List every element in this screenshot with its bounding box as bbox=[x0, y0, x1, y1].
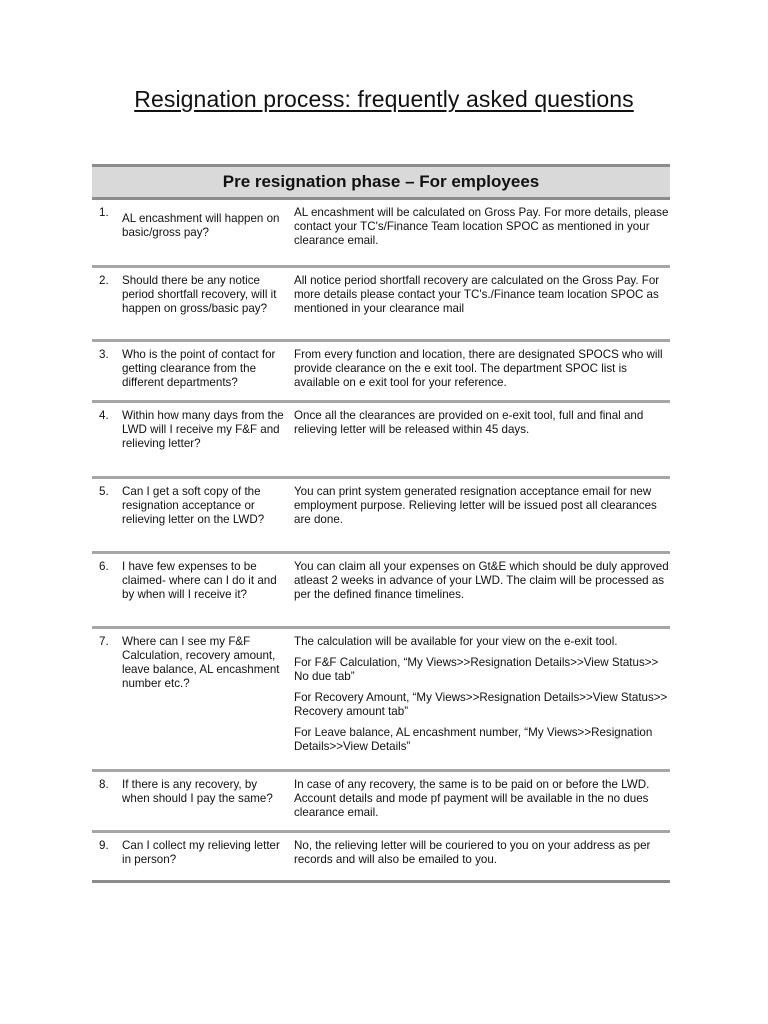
faq-number: 3. bbox=[99, 348, 109, 361]
faq-answer bbox=[294, 348, 670, 400]
faq-row-8 bbox=[92, 772, 670, 833]
faq-row-1 bbox=[92, 200, 670, 268]
faq-question: Within how many days from the LWD will I receive my F&F and relieving letter? bbox=[122, 409, 284, 450]
faq-table bbox=[92, 164, 670, 883]
faq-number: 9. bbox=[99, 839, 109, 852]
faq-number: 4. bbox=[99, 409, 109, 422]
faq-number: 7. bbox=[99, 635, 109, 648]
faq-answer-line: You can print system generated resignation acceptance email for new employment purpose. Relieving letter will be issued post all clearances are done. bbox=[294, 485, 657, 526]
faq-number: 8. bbox=[99, 778, 109, 791]
faq-answer-line: AL encashment will be calculated on Gross Pay. For more details, please contact your TC's/Finance Team location SPOC as mentioned in your clearance email. bbox=[294, 206, 669, 247]
faq-answer bbox=[294, 274, 670, 339]
faq-question: Should there be any notice period shortfall recovery, will it happen on gross/basic pay? bbox=[122, 274, 277, 315]
faq-question: I have few expenses to be claimed- where can I do it and by when will I receive it? bbox=[122, 560, 277, 601]
faq-answer bbox=[294, 635, 670, 769]
faq-answer bbox=[294, 560, 670, 626]
faq-row-7 bbox=[92, 629, 670, 772]
faq-question: Where can I see my F&F Calculation, recovery amount, leave balance, AL encashment number etc.? bbox=[122, 635, 280, 690]
faq-answer-line: Once all the clearances are provided on e-exit tool, full and final and relieving letter will be released within 45 days. bbox=[294, 409, 644, 436]
faq-number: 6. bbox=[99, 560, 109, 573]
faq-number: 1. bbox=[99, 206, 109, 219]
faq-answer bbox=[294, 778, 670, 830]
faq-answer-line: All notice period shortfall recovery are calculated on the Gross Pay. For more details please contact your TC's./Finance team location SPOC as mentioned in your clearance mail bbox=[294, 274, 660, 315]
faq-answer bbox=[294, 206, 670, 265]
faq-answer-line: For Leave balance, AL encashment number, “My Views>>Resignation Details>>View Details” bbox=[294, 726, 653, 753]
faq-row-6 bbox=[92, 554, 670, 629]
faq-row-9 bbox=[92, 833, 670, 883]
faq-answer-line: The calculation will be available for your view on the e-exit tool. bbox=[294, 635, 618, 648]
faq-answer bbox=[294, 839, 670, 880]
faq-row-5 bbox=[92, 479, 670, 554]
faq-number: 2. bbox=[99, 274, 109, 287]
faq-question: If there is any recovery, by when should I pay the same? bbox=[122, 778, 273, 805]
section-header: Pre resignation phase – For employees bbox=[92, 164, 670, 200]
faq-row-3 bbox=[92, 342, 670, 403]
faq-number: 5. bbox=[99, 485, 109, 498]
faq-answer-line: For Recovery Amount, “My Views>>Resignation Details>>View Status>> Recovery amount tab” bbox=[294, 691, 668, 718]
page-title: Resignation process: frequently asked questions bbox=[134, 86, 634, 112]
faq-question: Can I get a soft copy of the resignation acceptance or relieving letter on the LWD? bbox=[122, 485, 265, 526]
faq-answer-line: For F&F Calculation, “My Views>>Resignation Details>>View Status>> No due tab” bbox=[294, 656, 659, 683]
faq-answer bbox=[294, 409, 670, 476]
faq-question: AL encashment will happen on basic/gross pay? bbox=[122, 212, 280, 239]
faq-answer-line: From every function and location, there are designated SPOCS who will provide clearance on the e exit tool. The department SPOC list is available on e exit tool for your reference. bbox=[294, 348, 663, 389]
faq-row-2 bbox=[92, 268, 670, 342]
faq-question: Who is the point of contact for getting clearance from the different departments? bbox=[122, 348, 276, 389]
faq-question: Can I collect my relieving letter in person? bbox=[122, 839, 280, 866]
faq-answer-line: In case of any recovery, the same is to be paid on or before the LWD. Account details and mode pf payment will be available in the no dues clearance email. bbox=[294, 778, 650, 819]
faq-answer bbox=[294, 485, 670, 551]
faq-answer-line: You can claim all your expenses on Gt&E which should be duly approved atleast 2 weeks in advance of your LWD. The claim will be processed as per the defined finance timelines. bbox=[294, 560, 669, 601]
faq-answer-line: No, the relieving letter will be couriered to you on your address as per records and will also be emailed to you. bbox=[294, 839, 651, 866]
faq-row-4 bbox=[92, 403, 670, 479]
